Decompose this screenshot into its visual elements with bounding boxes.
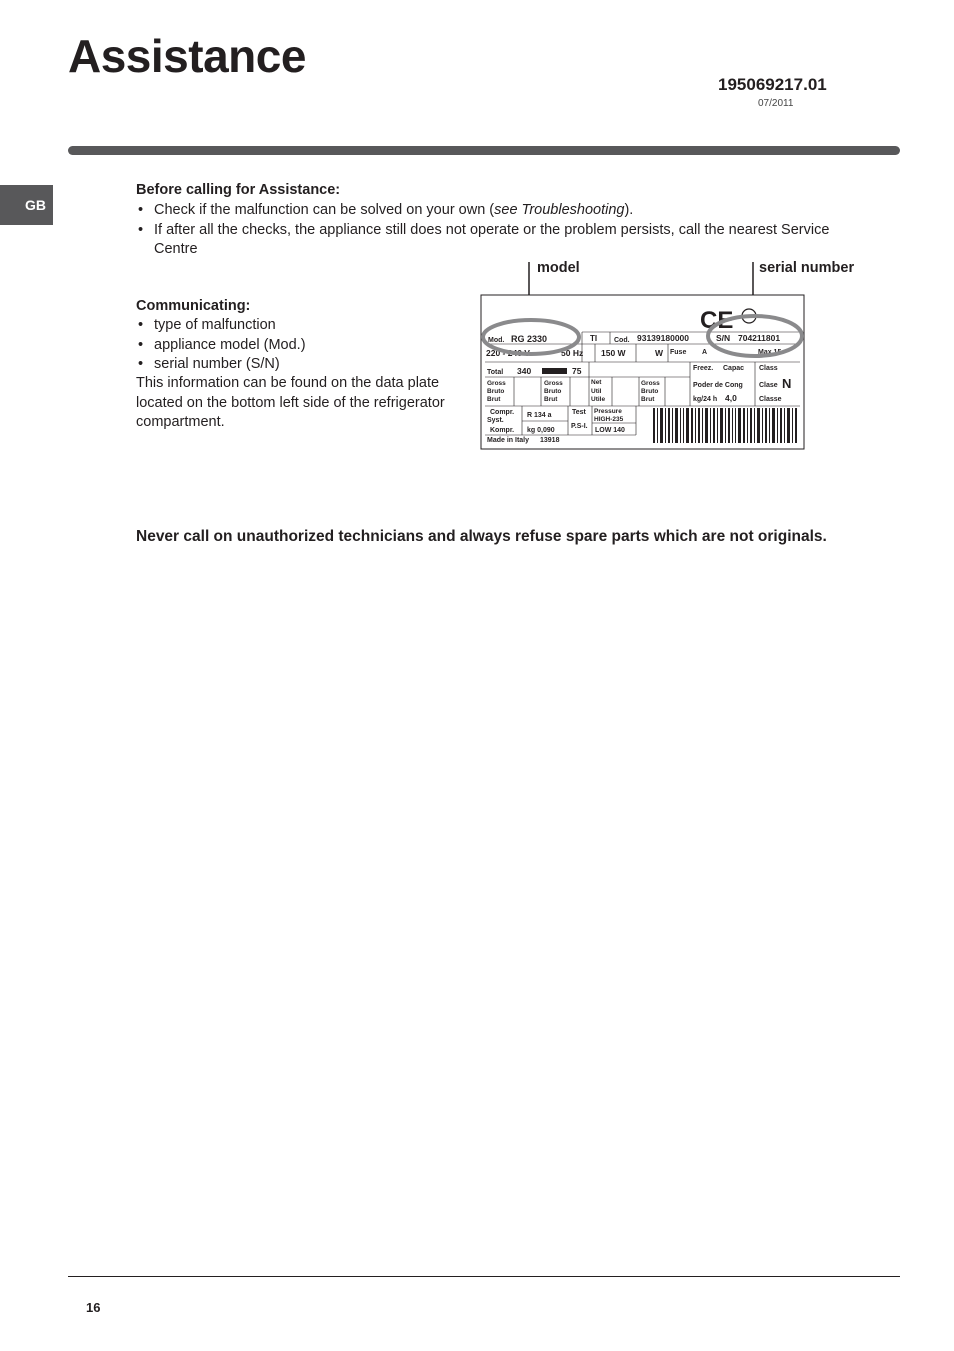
plate-gross-2: Gross xyxy=(544,380,563,387)
plate-kg: kg 0,090 xyxy=(527,427,555,434)
plate-kg24-value: 4,0 xyxy=(725,393,737,403)
troubleshooting-reference: see Troubleshooting xyxy=(494,202,625,218)
plate-total-value: 340 xyxy=(517,366,532,376)
plate-brut-2: Brut xyxy=(544,396,558,403)
plate-fuse: Fuse xyxy=(670,349,687,356)
plate-amp: A xyxy=(702,349,708,356)
communicating-list xyxy=(136,316,466,375)
plate-cod-value: 93139180000 xyxy=(637,333,690,343)
plate-mod-value: RG 2330 xyxy=(511,334,548,344)
plate-syst: Syst. xyxy=(487,417,504,424)
document-code: 195069217.01 xyxy=(718,75,827,94)
plate-test: Test xyxy=(572,409,586,416)
document-date: 07/2011 xyxy=(758,98,794,109)
header-divider xyxy=(68,146,900,155)
plate-freez: Freez. xyxy=(693,365,714,372)
list-item xyxy=(136,201,866,221)
plate-bruto-2: Bruto xyxy=(544,388,562,395)
list-item: • serial number (S/N) xyxy=(136,355,466,375)
plate-cod-label: Cod. xyxy=(614,337,630,344)
plate-sn-value: 704211801 xyxy=(738,333,781,343)
plate-brut-1: Brut xyxy=(487,396,501,403)
unauthorized-technicians-warning: Never call on unauthorized technicians and always refuse spare parts which are not originals. xyxy=(136,528,827,545)
list-item: • type of malfunction xyxy=(136,316,466,336)
plate-pressure: Pressure xyxy=(594,408,622,415)
list-item: • If after all the checks, the appliance still does not operate or the problem persists, call the nearest Service Centre xyxy=(136,221,866,260)
ce-mark: CE xyxy=(700,307,734,334)
plate-util: Util xyxy=(591,388,602,395)
serial-number-callout-label: serial number xyxy=(759,260,855,276)
plate-mod-label: Mod. xyxy=(488,337,505,344)
footer-divider xyxy=(68,1276,900,1277)
plate-kompr: Kompr. xyxy=(490,427,515,434)
plate-compr: Compr. xyxy=(490,409,515,416)
plate-sn-label: S/N xyxy=(716,333,731,343)
plate-capac: Capac xyxy=(723,365,745,372)
data-plate-illustration xyxy=(440,260,880,460)
before-calling-heading: Before calling for Assistance: xyxy=(136,182,341,198)
plate-psi: P.S-I. xyxy=(571,423,588,430)
plate-watt: 150 W xyxy=(601,348,626,358)
plate-max: Max 15 xyxy=(758,349,782,356)
language-tab: GB xyxy=(0,185,53,225)
plate-made-in: Made in Italy xyxy=(487,437,530,444)
plate-kg24: kg/24 h xyxy=(693,396,718,403)
plate-refrigerant: R 134 a xyxy=(527,412,552,419)
plate-gross-3: Gross xyxy=(641,380,660,387)
plate-high: HIGH-235 xyxy=(594,416,624,423)
communicating-heading: Communicating: xyxy=(136,298,251,314)
list-item-text: ). xyxy=(624,202,634,218)
plate-brut-3: Brut xyxy=(641,396,655,403)
plate-poder: Poder de Cong xyxy=(693,382,743,389)
plate-gross-1: Gross xyxy=(487,380,506,387)
plate-made-code: 13918 xyxy=(540,437,560,444)
plate-ti: TI xyxy=(590,334,598,343)
plate-voltage: 220 - 240 V~ xyxy=(486,348,535,358)
page-number: 16 xyxy=(86,1300,101,1315)
plate-bruto-1: Bruto xyxy=(487,388,505,395)
plate-clase-value: N xyxy=(782,376,792,391)
list-item: • appliance model (Mod.) xyxy=(136,336,466,356)
plate-total: Total xyxy=(487,369,504,376)
list-item-text: Check if the malfunction can be solved on your own ( xyxy=(154,202,495,218)
plate-utile: Utile xyxy=(591,396,606,403)
page-title: Assistance xyxy=(68,30,306,82)
plate-clase: Clase xyxy=(759,382,778,389)
before-calling-list xyxy=(136,201,866,260)
data-plate-location-note: This information can be found on the data plate located on the bottom left side of the refrigerator compartment. xyxy=(136,375,445,430)
plate-net: Net xyxy=(591,379,602,386)
plate-classe: Classe xyxy=(759,396,782,403)
plate-bruto-3: Bruto xyxy=(641,388,659,395)
model-callout-label: model xyxy=(537,260,580,276)
plate-hz: 50 Hz xyxy=(561,348,584,358)
plate-w: W xyxy=(655,348,664,358)
plate-75: 75 xyxy=(572,366,582,376)
plate-class: Class xyxy=(759,365,778,372)
plate-low: LOW 140 xyxy=(595,427,625,434)
